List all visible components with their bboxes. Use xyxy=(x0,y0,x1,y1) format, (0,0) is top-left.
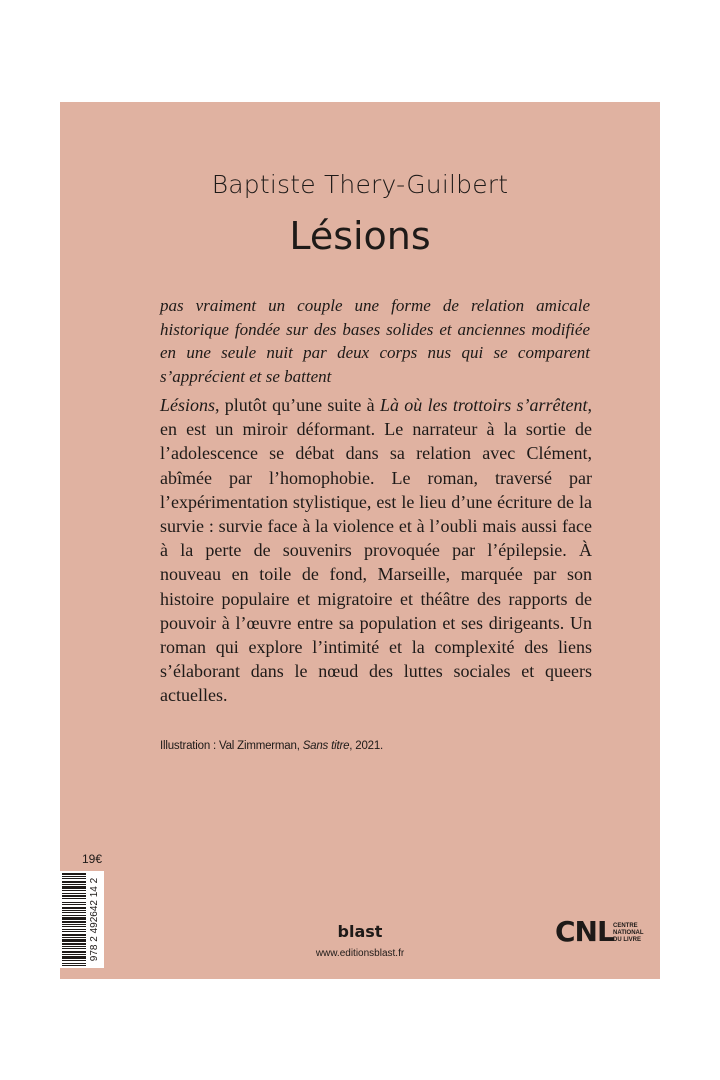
barcode-bar xyxy=(62,946,86,947)
barcode-bar xyxy=(62,884,86,885)
credit-work-title: Sans titre xyxy=(302,740,350,752)
publisher-website: www.editionsblast.fr xyxy=(315,948,405,959)
barcode-bar xyxy=(62,902,86,903)
cnl-logo-mark: CNL xyxy=(555,915,614,948)
barcode-bar xyxy=(62,890,86,891)
barcode-bar xyxy=(62,898,86,899)
synopsis-part-1: , plutôt qu’une suite à xyxy=(215,395,380,415)
author-name: Baptiste Thery-Guilbert xyxy=(211,170,509,199)
synopsis-part-2: , en est un miroir déformant. Le narrateur à la sortie de l’adolescence se débat dans sa relation avec Clément, abîmée par l’homophobie. Le roman, traversé par l’expérimentation stylistique, est le lieu d’une écriture de la survie : survie face à la violence et à l’oubli mais aussi face à la perte de souvenirs provoquée par l’épilepsie. À nouveau en toile de fond, Marseille, marquée par son histoire populaire et migratoire et théâtre des rapports de pouvoir à l’œuvre entre sa population et ses dirigeants. Un roman qui explore l’intimité et la complexité des liens s’élaborant dans le nœud des luttes sociales et queers actuelles. xyxy=(160,395,592,706)
barcode-bar xyxy=(62,965,86,966)
barcode-bar xyxy=(62,963,86,964)
cnl-line-2: NATIONAL xyxy=(613,930,644,936)
isbn-number: 978 2 492642 14 2 xyxy=(89,877,100,962)
epigraph: pas vraiment un couple une forme de relation amicale historique fondée sur des bases solides et anciennes modifiée en une seule nuit par deux corps nus qui se comparent s’apprécient et se battent xyxy=(160,296,590,386)
barcode-bar xyxy=(62,960,86,961)
credit-suffix: , 2021. xyxy=(349,740,384,752)
barcode-bar xyxy=(62,943,86,945)
credit-prefix: Illustration : Val Zimmerman, xyxy=(160,740,303,752)
illustration-credit xyxy=(160,740,383,752)
barcode-bar xyxy=(62,912,86,913)
cnl-line-1: CENTRE xyxy=(613,923,638,929)
synopsis-title-ref: Lésions xyxy=(160,395,216,415)
cnl-logo xyxy=(555,915,644,959)
synopsis xyxy=(160,393,592,708)
barcode-bar xyxy=(62,873,86,875)
cnl-logo-text xyxy=(613,923,653,944)
barcode-bar xyxy=(62,907,86,909)
barcode-bar xyxy=(62,886,86,889)
barcode-bar xyxy=(62,876,86,877)
barcode-bar xyxy=(62,895,86,897)
barcode-bar xyxy=(62,910,86,911)
barcode-bar xyxy=(62,878,86,879)
cnl-line-3: DU LIVRE xyxy=(613,937,642,943)
barcode-bar xyxy=(62,915,86,916)
publisher-name: blast xyxy=(337,922,383,941)
book-title: Lésions xyxy=(289,214,431,258)
barcode-bar xyxy=(62,881,86,883)
price: 19€ xyxy=(82,852,103,866)
back-cover xyxy=(60,102,660,979)
barcode-bar xyxy=(62,904,86,905)
barcode-bar xyxy=(62,917,86,920)
synopsis-previous-book: Là où les trottoirs s’arrêtent xyxy=(379,395,588,415)
barcode-bar xyxy=(62,893,86,894)
